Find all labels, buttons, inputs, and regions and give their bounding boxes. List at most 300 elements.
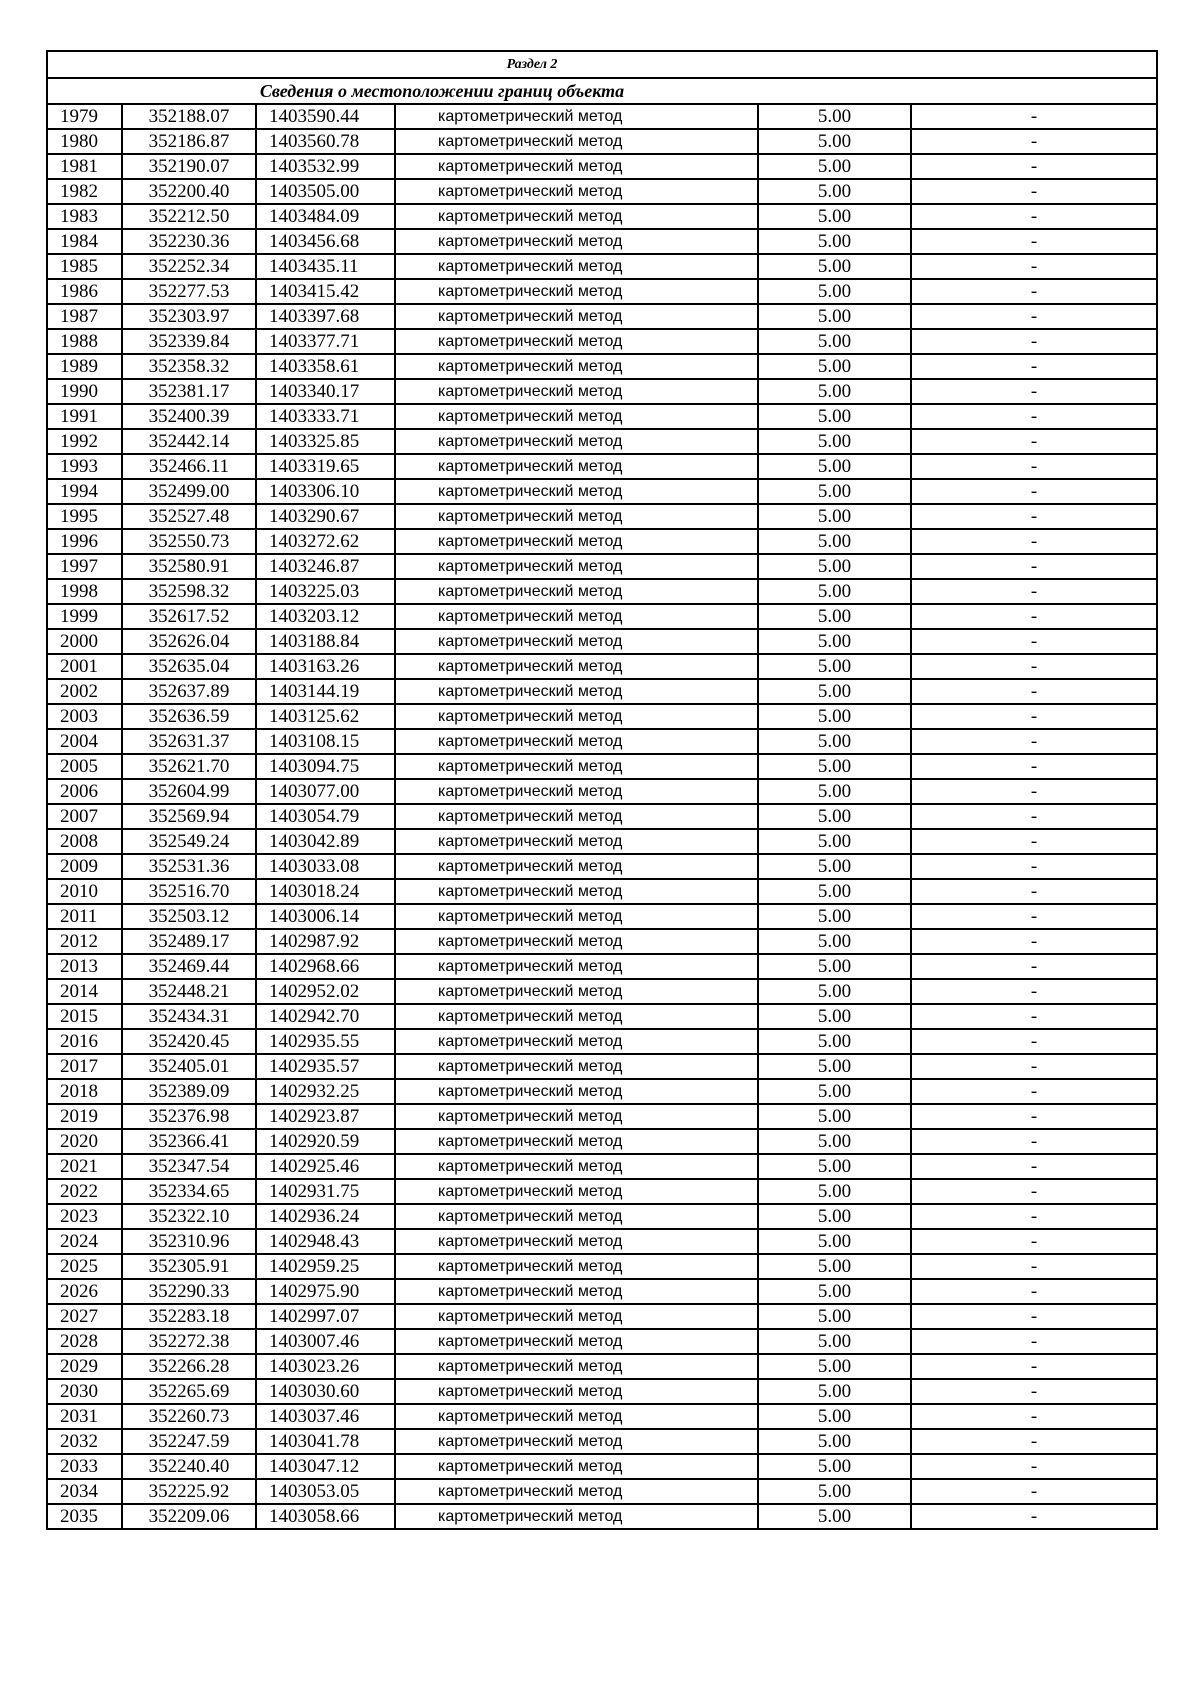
precision-cell: 5.00 [758, 729, 911, 754]
point-number-cell: 2018 [47, 1079, 122, 1104]
method-cell: картометрический метод [395, 479, 758, 504]
coord-y-cell: 1403306.10 [256, 479, 395, 504]
point-number-cell: 1999 [47, 604, 122, 629]
description-cell: - [911, 354, 1157, 379]
table-row [47, 454, 1157, 479]
description-cell: - [911, 654, 1157, 679]
method-cell: картометрический метод [395, 354, 758, 379]
coord-x-cell: 352469.44 [122, 954, 256, 979]
table-row [47, 604, 1157, 629]
precision-cell: 5.00 [758, 1204, 911, 1229]
point-number-cell: 2028 [47, 1329, 122, 1354]
method-cell: картометрический метод [395, 1154, 758, 1179]
point-number-cell: 1991 [47, 404, 122, 429]
point-number-cell: 2009 [47, 854, 122, 879]
coord-y-cell: 1402948.43 [256, 1229, 395, 1254]
table-row [47, 1129, 1157, 1154]
method-cell: картометрический метод [395, 204, 758, 229]
method-cell: картометрический метод [395, 1054, 758, 1079]
precision-cell: 5.00 [758, 379, 911, 404]
coord-x-cell: 352598.32 [122, 579, 256, 604]
point-number-cell: 1980 [47, 129, 122, 154]
coord-y-cell: 1403144.19 [256, 679, 395, 704]
point-number-cell: 2021 [47, 1154, 122, 1179]
coord-y-cell: 1403333.71 [256, 404, 395, 429]
precision-cell: 5.00 [758, 879, 911, 904]
precision-cell: 5.00 [758, 1054, 911, 1079]
coord-y-cell: 1403325.85 [256, 429, 395, 454]
coord-y-cell: 1402923.87 [256, 1104, 395, 1129]
method-cell: картометрический метод [395, 454, 758, 479]
description-cell: - [911, 1229, 1157, 1254]
method-cell: картометрический метод [395, 1279, 758, 1304]
coord-x-cell: 352549.24 [122, 829, 256, 854]
method-cell: картометрический метод [395, 329, 758, 354]
description-cell: - [911, 404, 1157, 429]
method-cell: картометрический метод [395, 904, 758, 929]
description-cell: - [911, 1354, 1157, 1379]
description-cell: - [911, 1179, 1157, 1204]
point-number-cell: 2017 [47, 1054, 122, 1079]
table-title: Сведения о местоположении границ объекта [259, 80, 625, 101]
precision-cell: 5.00 [758, 1454, 911, 1479]
table-row [47, 1454, 1157, 1479]
point-number-cell: 1986 [47, 279, 122, 304]
coord-x-cell: 352186.87 [122, 129, 256, 154]
method-cell: картометрический метод [395, 1329, 758, 1354]
coord-y-cell: 1402931.75 [256, 1179, 395, 1204]
table-row [47, 104, 1157, 129]
description-cell: - [911, 1254, 1157, 1279]
table-row [47, 404, 1157, 429]
table-row [47, 729, 1157, 754]
point-number-cell: 1979 [47, 104, 122, 129]
method-cell: картометрический метод [395, 929, 758, 954]
method-cell: картометрический метод [395, 504, 758, 529]
coord-x-cell: 352252.34 [122, 254, 256, 279]
table-row [47, 804, 1157, 829]
description-cell: - [911, 604, 1157, 629]
coord-x-cell: 352636.59 [122, 704, 256, 729]
method-cell: картометрический метод [395, 1454, 758, 1479]
method-cell: картометрический метод [395, 1304, 758, 1329]
description-cell: - [911, 879, 1157, 904]
table-row [47, 904, 1157, 929]
description-cell: - [911, 854, 1157, 879]
coord-y-cell: 1403125.62 [256, 704, 395, 729]
method-cell: картометрический метод [395, 679, 758, 704]
description-cell: - [911, 1429, 1157, 1454]
coord-x-cell: 352499.00 [122, 479, 256, 504]
precision-cell: 5.00 [758, 779, 911, 804]
coord-x-cell: 352240.40 [122, 1454, 256, 1479]
precision-cell: 5.00 [758, 1154, 911, 1179]
coord-x-cell: 352339.84 [122, 329, 256, 354]
table-row [47, 1104, 1157, 1129]
precision-cell: 5.00 [758, 129, 911, 154]
description-cell: - [911, 479, 1157, 504]
precision-cell: 5.00 [758, 1254, 911, 1279]
point-number-cell: 2035 [47, 1504, 122, 1529]
coord-x-cell: 352358.32 [122, 354, 256, 379]
coord-y-cell: 1402920.59 [256, 1129, 395, 1154]
coord-y-cell: 1403030.60 [256, 1379, 395, 1404]
description-cell: - [911, 1129, 1157, 1154]
point-number-cell: 2015 [47, 1004, 122, 1029]
table-row [47, 1479, 1157, 1504]
precision-cell: 5.00 [758, 679, 911, 704]
coord-x-cell: 352290.33 [122, 1279, 256, 1304]
method-cell: картометрический метод [395, 829, 758, 854]
table-row [47, 1054, 1157, 1079]
coord-y-cell: 1403077.00 [256, 779, 395, 804]
method-cell: картометрический метод [395, 304, 758, 329]
precision-cell: 5.00 [758, 929, 911, 954]
method-cell: картометрический метод [395, 154, 758, 179]
coord-x-cell: 352420.45 [122, 1029, 256, 1054]
table-row [47, 1204, 1157, 1229]
precision-cell: 5.00 [758, 654, 911, 679]
table-row [47, 1329, 1157, 1354]
method-cell: картометрический метод [395, 529, 758, 554]
table-row [47, 479, 1157, 504]
coord-x-cell: 352266.28 [122, 1354, 256, 1379]
table-row [47, 379, 1157, 404]
table-row [47, 279, 1157, 304]
precision-cell: 5.00 [758, 854, 911, 879]
coord-x-cell: 352604.99 [122, 779, 256, 804]
description-cell: - [911, 179, 1157, 204]
precision-cell: 5.00 [758, 279, 911, 304]
coord-y-cell: 1403053.05 [256, 1479, 395, 1504]
precision-cell: 5.00 [758, 354, 911, 379]
coord-x-cell: 352637.89 [122, 679, 256, 704]
coord-x-cell: 352188.07 [122, 104, 256, 129]
coord-x-cell: 352448.21 [122, 979, 256, 1004]
description-cell: - [911, 1404, 1157, 1429]
table-row [47, 554, 1157, 579]
description-cell: - [911, 279, 1157, 304]
coord-x-cell: 352305.91 [122, 1254, 256, 1279]
point-number-cell: 1993 [47, 454, 122, 479]
precision-cell: 5.00 [758, 529, 911, 554]
point-number-cell: 1990 [47, 379, 122, 404]
description-cell: - [911, 979, 1157, 1004]
method-cell: картометрический метод [395, 1479, 758, 1504]
table-row [47, 679, 1157, 704]
precision-cell: 5.00 [758, 1029, 911, 1054]
table-row [47, 1379, 1157, 1404]
table-row [47, 129, 1157, 154]
table-row [47, 1254, 1157, 1279]
point-number-cell: 1981 [47, 154, 122, 179]
precision-cell: 5.00 [758, 1079, 911, 1104]
point-number-cell: 1996 [47, 529, 122, 554]
table-row [47, 1504, 1157, 1529]
method-cell: картометрический метод [395, 229, 758, 254]
method-cell: картометрический метод [395, 1254, 758, 1279]
precision-cell: 5.00 [758, 1179, 911, 1204]
precision-cell: 5.00 [758, 954, 911, 979]
point-number-cell: 1984 [47, 229, 122, 254]
description-cell: - [911, 1304, 1157, 1329]
method-cell: картометрический метод [395, 254, 758, 279]
point-number-cell: 1988 [47, 329, 122, 354]
method-cell: картометрический метод [395, 1129, 758, 1154]
coord-y-cell: 1402959.25 [256, 1254, 395, 1279]
coord-x-cell: 352389.09 [122, 1079, 256, 1104]
method-cell: картометрический метод [395, 129, 758, 154]
precision-cell: 5.00 [758, 1129, 911, 1154]
precision-cell: 5.00 [758, 829, 911, 854]
point-number-cell: 2004 [47, 729, 122, 754]
coord-y-cell: 1402952.02 [256, 979, 395, 1004]
coord-y-cell: 1403358.61 [256, 354, 395, 379]
coord-y-cell: 1403023.26 [256, 1354, 395, 1379]
precision-cell: 5.00 [758, 1354, 911, 1379]
coord-y-cell: 1403094.75 [256, 754, 395, 779]
coord-x-cell: 352527.48 [122, 504, 256, 529]
description-cell: - [911, 429, 1157, 454]
table-row [47, 704, 1157, 729]
coord-y-cell: 1402936.24 [256, 1204, 395, 1229]
method-cell: картометрический метод [395, 604, 758, 629]
coord-x-cell: 352225.92 [122, 1479, 256, 1504]
precision-cell: 5.00 [758, 804, 911, 829]
table-row [47, 329, 1157, 354]
point-number-cell: 1997 [47, 554, 122, 579]
coord-x-cell: 352272.38 [122, 1329, 256, 1354]
table-row [47, 854, 1157, 879]
precision-cell: 5.00 [758, 254, 911, 279]
description-cell: - [911, 1204, 1157, 1229]
coord-x-cell: 352310.96 [122, 1229, 256, 1254]
precision-cell: 5.00 [758, 1504, 911, 1529]
method-cell: картометрический метод [395, 429, 758, 454]
description-cell: - [911, 529, 1157, 554]
description-cell: - [911, 379, 1157, 404]
description-cell: - [911, 804, 1157, 829]
point-number-cell: 2007 [47, 804, 122, 829]
method-cell: картометрический метод [395, 729, 758, 754]
point-number-cell: 1992 [47, 429, 122, 454]
coord-x-cell: 352381.17 [122, 379, 256, 404]
coord-x-cell: 352442.14 [122, 429, 256, 454]
point-number-cell: 2022 [47, 1179, 122, 1204]
method-cell: картометрический метод [395, 804, 758, 829]
coord-y-cell: 1403018.24 [256, 879, 395, 904]
precision-cell: 5.00 [758, 329, 911, 354]
coord-y-cell: 1403203.12 [256, 604, 395, 629]
description-cell: - [911, 704, 1157, 729]
precision-cell: 5.00 [758, 579, 911, 604]
coord-y-cell: 1403319.65 [256, 454, 395, 479]
method-cell: картометрический метод [395, 629, 758, 654]
coord-y-cell: 1403397.68 [256, 304, 395, 329]
precision-cell: 5.00 [758, 1404, 911, 1429]
description-cell: - [911, 204, 1157, 229]
precision-cell: 5.00 [758, 1004, 911, 1029]
method-cell: картометрический метод [395, 404, 758, 429]
point-number-cell: 2012 [47, 929, 122, 954]
method-cell: картометрический метод [395, 554, 758, 579]
coord-y-cell: 1402975.90 [256, 1279, 395, 1304]
coord-y-cell: 1402935.55 [256, 1029, 395, 1054]
method-cell: картометрический метод [395, 979, 758, 1004]
precision-cell: 5.00 [758, 1429, 911, 1454]
coord-y-cell: 1403415.42 [256, 279, 395, 304]
description-cell: - [911, 229, 1157, 254]
point-number-cell: 2031 [47, 1404, 122, 1429]
table-row [47, 1304, 1157, 1329]
point-number-cell: 2025 [47, 1254, 122, 1279]
table-row [47, 179, 1157, 204]
coord-x-cell: 352200.40 [122, 179, 256, 204]
coord-y-cell: 1403484.09 [256, 204, 395, 229]
method-cell: картометрический метод [395, 379, 758, 404]
table-row [47, 529, 1157, 554]
coord-x-cell: 352347.54 [122, 1154, 256, 1179]
coord-x-cell: 352322.10 [122, 1204, 256, 1229]
coord-x-cell: 352260.73 [122, 1404, 256, 1429]
point-number-cell: 2013 [47, 954, 122, 979]
method-cell: картометрический метод [395, 1179, 758, 1204]
description-cell: - [911, 1054, 1157, 1079]
point-number-cell: 2011 [47, 904, 122, 929]
coord-y-cell: 1403505.00 [256, 179, 395, 204]
precision-cell: 5.00 [758, 479, 911, 504]
method-cell: картометрический метод [395, 1504, 758, 1529]
method-cell: картометрический метод [395, 1429, 758, 1454]
description-cell: - [911, 829, 1157, 854]
coord-y-cell: 1403272.62 [256, 529, 395, 554]
point-number-cell: 1987 [47, 304, 122, 329]
coord-x-cell: 352635.04 [122, 654, 256, 679]
coord-x-cell: 352283.18 [122, 1304, 256, 1329]
description-cell: - [911, 1379, 1157, 1404]
point-number-cell: 1994 [47, 479, 122, 504]
description-cell: - [911, 1279, 1157, 1304]
coord-x-cell: 352400.39 [122, 404, 256, 429]
coord-y-cell: 1402942.70 [256, 1004, 395, 1029]
description-cell: - [911, 154, 1157, 179]
description-cell: - [911, 254, 1157, 279]
precision-cell: 5.00 [758, 229, 911, 254]
point-number-cell: 2027 [47, 1304, 122, 1329]
description-cell: - [911, 954, 1157, 979]
coord-x-cell: 352334.65 [122, 1179, 256, 1204]
table-row [47, 979, 1157, 1004]
precision-cell: 5.00 [758, 1229, 911, 1254]
coord-x-cell: 352569.94 [122, 804, 256, 829]
coord-y-cell: 1402925.46 [256, 1154, 395, 1179]
method-cell: картометрический метод [395, 879, 758, 904]
coord-x-cell: 352190.07 [122, 154, 256, 179]
coord-y-cell: 1403037.46 [256, 1404, 395, 1429]
method-cell: картометрический метод [395, 179, 758, 204]
table-row [47, 879, 1157, 904]
method-cell: картометрический метод [395, 279, 758, 304]
precision-cell: 5.00 [758, 1479, 911, 1504]
table-row [47, 829, 1157, 854]
table-row [47, 779, 1157, 804]
boundary-table [46, 50, 1158, 1530]
precision-cell: 5.00 [758, 979, 911, 1004]
method-cell: картометрический метод [395, 654, 758, 679]
point-number-cell: 2003 [47, 704, 122, 729]
coord-x-cell: 352247.59 [122, 1429, 256, 1454]
coord-x-cell: 352376.98 [122, 1104, 256, 1129]
section-label: Раздел 2 [506, 56, 558, 72]
point-number-cell: 1985 [47, 254, 122, 279]
title-row [47, 78, 1157, 104]
method-cell: картометрический метод [395, 754, 758, 779]
table-row [47, 1229, 1157, 1254]
method-cell: картометрический метод [395, 1229, 758, 1254]
point-number-cell: 2033 [47, 1454, 122, 1479]
table-row [47, 1179, 1157, 1204]
point-number-cell: 2032 [47, 1429, 122, 1454]
table-row [47, 1429, 1157, 1454]
table-row [47, 504, 1157, 529]
coord-y-cell: 1403108.15 [256, 729, 395, 754]
precision-cell: 5.00 [758, 604, 911, 629]
method-cell: картометрический метод [395, 1204, 758, 1229]
precision-cell: 5.00 [758, 204, 911, 229]
boundary-table-body [47, 51, 1157, 1529]
method-cell: картометрический метод [395, 1079, 758, 1104]
coord-x-cell: 352631.37 [122, 729, 256, 754]
precision-cell: 5.00 [758, 504, 911, 529]
method-cell: картометрический метод [395, 104, 758, 129]
coord-y-cell: 1403042.89 [256, 829, 395, 854]
coord-y-cell: 1403377.71 [256, 329, 395, 354]
table-row [47, 754, 1157, 779]
coord-y-cell: 1403007.46 [256, 1329, 395, 1354]
coord-x-cell: 352626.04 [122, 629, 256, 654]
description-cell: - [911, 904, 1157, 929]
table-row [47, 204, 1157, 229]
table-row [47, 304, 1157, 329]
coord-x-cell: 352212.50 [122, 204, 256, 229]
precision-cell: 5.00 [758, 429, 911, 454]
method-cell: картометрический метод [395, 1404, 758, 1429]
method-cell: картометрический метод [395, 1004, 758, 1029]
coord-x-cell: 352277.53 [122, 279, 256, 304]
description-cell: - [911, 1504, 1157, 1529]
title-cell [47, 78, 1157, 104]
coord-y-cell: 1403047.12 [256, 1454, 395, 1479]
precision-cell: 5.00 [758, 104, 911, 129]
coord-y-cell: 1402932.25 [256, 1079, 395, 1104]
precision-cell: 5.00 [758, 1379, 911, 1404]
table-row [47, 1004, 1157, 1029]
coord-x-cell: 352550.73 [122, 529, 256, 554]
method-cell: картометрический метод [395, 1104, 758, 1129]
coord-x-cell: 352489.17 [122, 929, 256, 954]
point-number-cell: 2020 [47, 1129, 122, 1154]
point-number-cell: 2010 [47, 879, 122, 904]
description-cell: - [911, 1079, 1157, 1104]
point-number-cell: 2005 [47, 754, 122, 779]
description-cell: - [911, 1454, 1157, 1479]
description-cell: - [911, 754, 1157, 779]
coord-y-cell: 1403246.87 [256, 554, 395, 579]
method-cell: картометрический метод [395, 579, 758, 604]
table-row [47, 929, 1157, 954]
description-cell: - [911, 1154, 1157, 1179]
point-number-cell: 1995 [47, 504, 122, 529]
